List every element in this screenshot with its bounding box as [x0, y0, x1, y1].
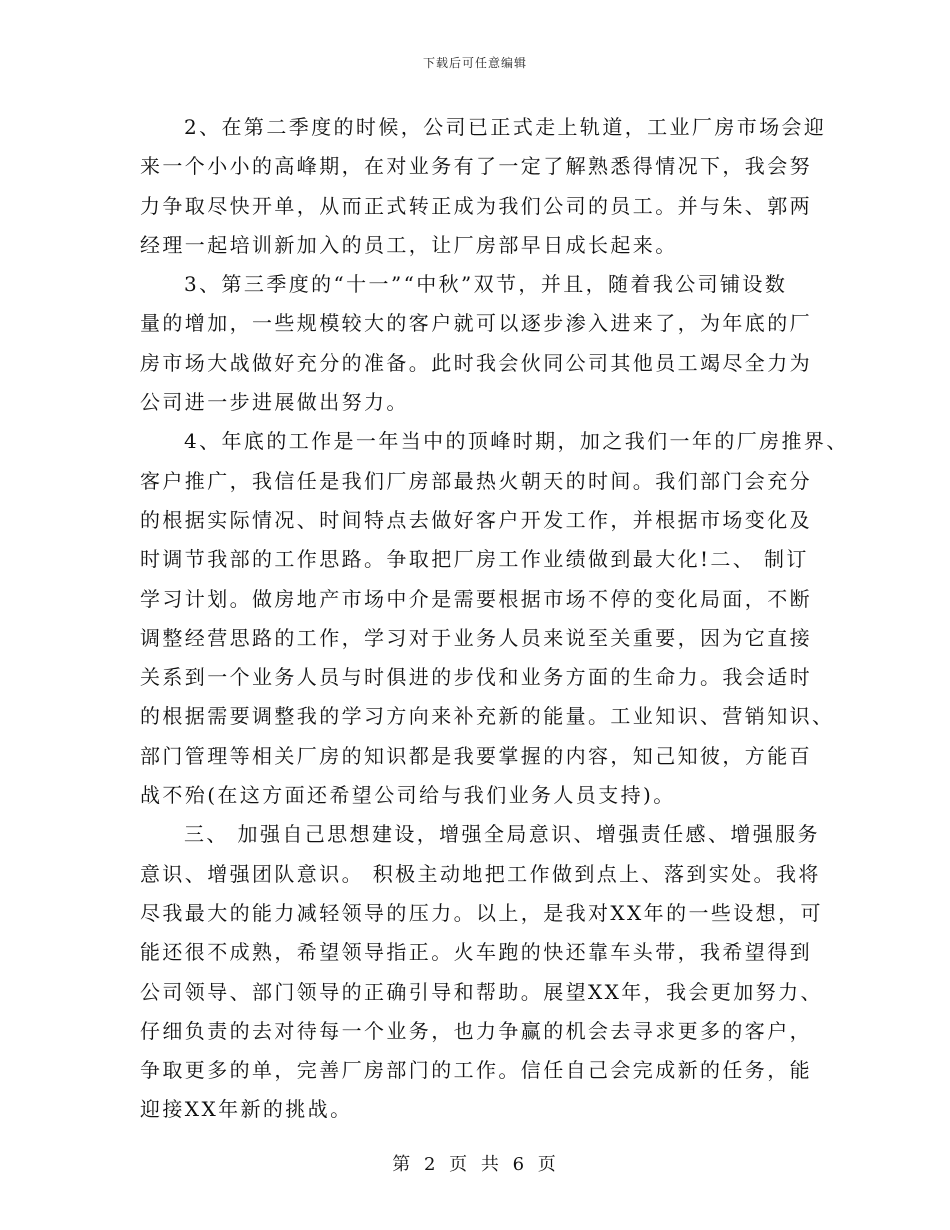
document-body [140, 108, 849, 1130]
paragraph-line: 2、在第二季度的时候，公司已正式走上轨道，工业厂房市场会迎 [184, 115, 827, 139]
paragraph-line: 战不殆(在这方面还希望公司给与我们业务人员支持)。 [140, 783, 676, 808]
paragraph-line: 迎接XX年新的挑战。 [140, 1097, 353, 1122]
paragraph-line: 量的增加，一些规模较大的客户就可以逐步渗入进来了，为年底的厂 [140, 311, 812, 336]
paragraph-line: 3、第三季度的“十一”“中秋”双节，并且，随着我公司铺设数 [184, 272, 788, 297]
paragraph-line: 的根据需要调整我的学习方向来补充新的能量。工业知识、营销知识、 [140, 704, 835, 729]
paragraph-line: 客户推广，我信任是我们厂房部最热火朝天的时间。我们部门会充分 [140, 468, 812, 493]
paragraph-line: 意识、增强团队意识。 积极主动地把工作做到点上、落到实处。我将 [140, 861, 821, 886]
paragraph-line: 争取更多的单，完善厂房部门的工作。信任自己会完成新的任务，能 [140, 1058, 812, 1083]
paragraph-line: 仔细负责的去对待每一个业务，也力争赢的机会去寻求更多的客户， [140, 1018, 812, 1043]
paragraph-line: 公司进一步进展做出努力。 [140, 390, 409, 415]
page-number: 第 2 页 共 6 页 [392, 1154, 558, 1175]
paragraph-line: 尽我最大的能力减轻领导的压力。以上，是我对XX年的一些设想，可 [140, 900, 823, 925]
paragraph-line: 的根据实际情况、时间特点去做好客户开发工作，并根据市场变化及 [140, 507, 812, 532]
page-header: 下载后可任意编辑 [422, 56, 527, 70]
paragraph-line: 能还很不成熟，希望领导指正。火车跑的快还靠车头带，我希望得到 [140, 940, 812, 965]
paragraph-line: 经理一起培训新加入的员工，让厂房部早日成长起来。 [140, 232, 678, 257]
paragraph-line: 公司领导、部门领导的正确引导和帮助。展望XX年，我会更加努力、 [140, 979, 823, 1004]
paragraph-line: 力争取尽快开单，从而正式转正成为我们公司的员工。并与朱、郭两 [140, 193, 812, 218]
paragraph-line: 部门管理等相关厂房的知识都是我要掌握的内容，知己知彼，方能百 [140, 743, 812, 768]
paragraph-line: 来一个小小的高峰期，在对业务有了一定了解熟悉得情况下，我会努 [140, 154, 812, 179]
paragraph-line: 调整经营思路的工作，学习对于业务人员来说至关重要，因为它直接 [140, 625, 812, 650]
paragraph-line: 学习计划。做房地产市场中介是需要根据市场不停的变化局面，不断 [140, 586, 812, 611]
paragraph-line: 房市场大战做好充分的准备。此时我会伙同公司其他员工竭尽全力为 [140, 350, 812, 375]
paragraph-line: 关系到一个业务人员与时俱进的步伐和业务方面的生命力。我会适时 [140, 665, 812, 690]
paragraph-line: 4、年底的工作是一年当中的顶峰时期，加之我们一年的厂房推界、 [184, 429, 849, 454]
paragraph-line: 三、 加强自己思想建设，增强全局意识、增强责任感、增强服务 [184, 822, 820, 847]
paragraph-line: 时调节我部的工作思路。争取把厂房工作业绩做到最大化!二、 制订 [140, 547, 809, 572]
